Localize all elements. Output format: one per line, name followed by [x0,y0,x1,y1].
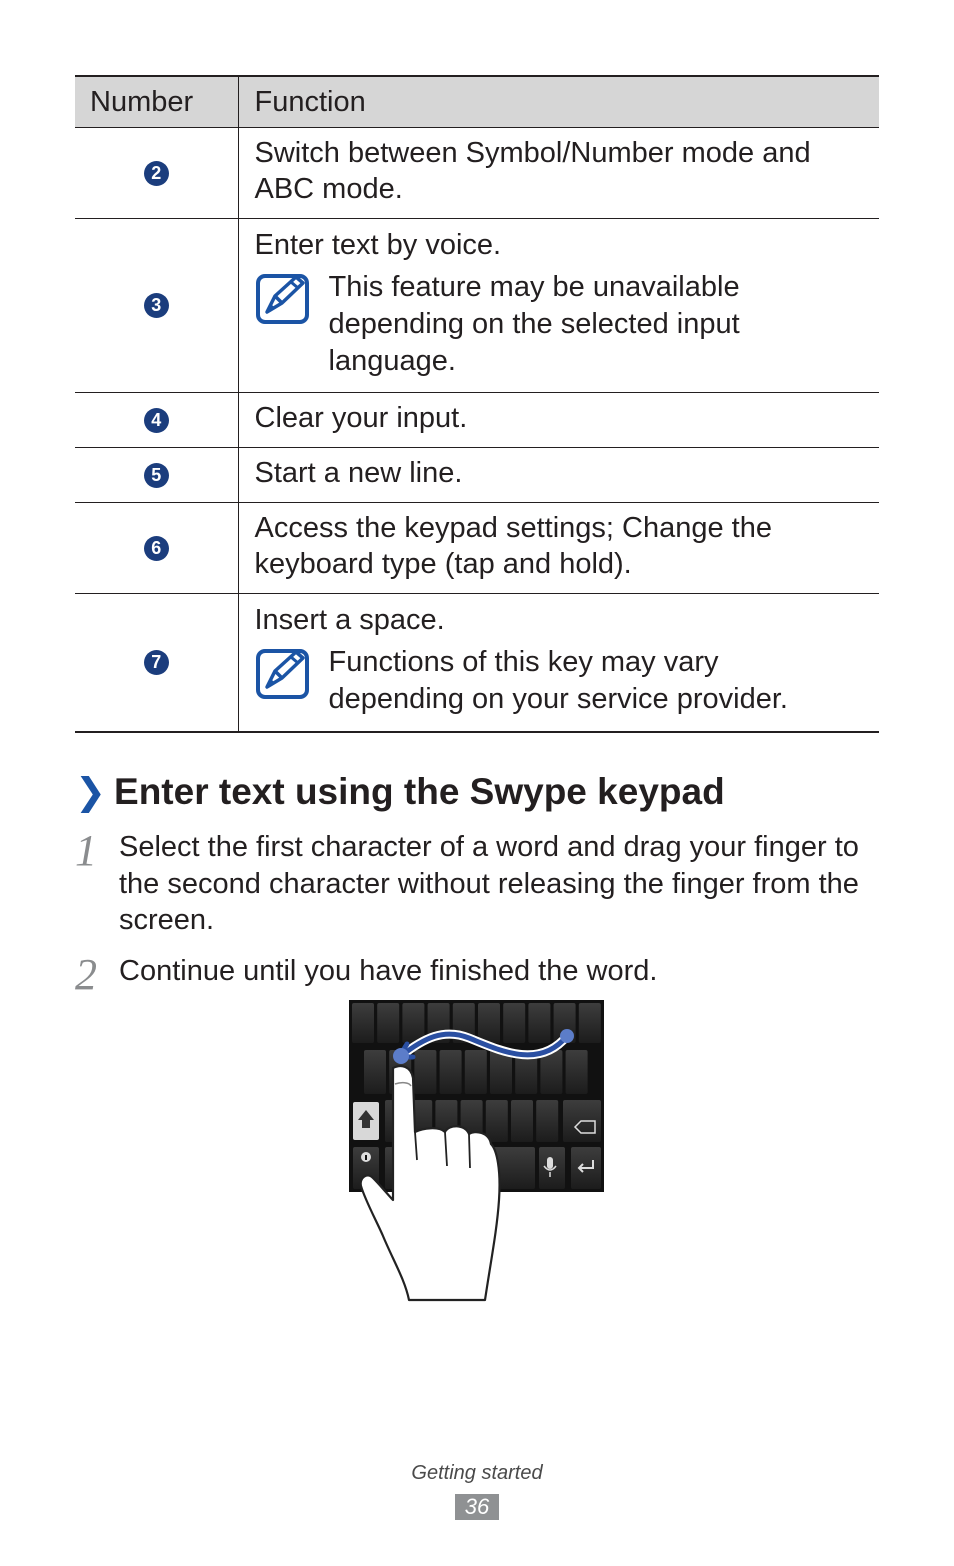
table-row [75,393,879,448]
keypad-key [352,1003,374,1043]
number-badge: 7 [144,650,169,675]
section-title-text: Enter text using the Swype keypad [114,771,725,812]
keypad-key [414,1050,436,1094]
keypad-key [377,1003,399,1043]
number-badge: 2 [144,161,169,186]
mic-icon [547,1157,553,1169]
section-title [75,770,725,813]
table-row [75,128,879,219]
keypad-key [566,1050,588,1094]
number-badge: 5 [144,463,169,488]
keypad-key [465,1050,487,1094]
table-header-row [75,76,879,128]
function-text: Insert a space. [254,604,445,637]
step-text: Continue until you have finished the word. [119,955,658,987]
chevron-right-icon: ❯ [75,771,107,812]
number-badge: 6 [144,536,169,561]
keypad-key [478,1003,500,1043]
keypad-key [536,1100,558,1142]
table-row [75,448,879,503]
table-row [75,594,879,732]
function-text: Enter text by voice. [254,229,502,261]
note [255,269,860,380]
step-number: 1 [75,826,97,875]
step-text: Select the first character of a word and drag your finger to the second character without releasing the finger from the screen. [119,831,859,936]
table-row [75,503,879,594]
keypad-key [579,1003,601,1043]
keypad-key [503,1003,525,1043]
number-badge: 3 [144,293,169,318]
note-pencil-icon [255,646,311,702]
keypad-key [511,1100,533,1142]
keypad-key [440,1050,462,1094]
note-pencil-icon [255,271,311,327]
function-text: Access the keypad settings; Change the keyboard type (tap and hold). [238,503,879,594]
step-item [75,950,875,999]
page-number: 36 [455,1494,499,1520]
swipe-start-dot [560,1029,574,1043]
footer-section-label: Getting started [411,1462,543,1484]
function-text: Clear your input. [238,393,879,448]
note [255,644,860,718]
swipe-end-dot [393,1048,409,1064]
header-number: Number [75,76,238,128]
function-table [75,75,879,733]
function-text: Switch between Symbol/Number mode and ABC mode. [238,128,879,219]
step-number: 2 [75,950,97,999]
header-function: Function [238,76,879,128]
note-text: Functions of this key may vary depending on your service provider. [328,646,788,716]
keypad-key [486,1100,508,1142]
table-row [75,219,879,393]
note-text: This feature may be unavailable depending on the selected input language. [328,271,740,377]
number-badge: 4 [144,408,169,433]
function-text: Start a new line. [238,448,879,503]
step-item [75,826,875,939]
swype-keypad-illustration [349,1000,609,1310]
keypad-key [402,1003,424,1043]
keypad-key [364,1050,386,1094]
keypad-key [528,1003,550,1043]
